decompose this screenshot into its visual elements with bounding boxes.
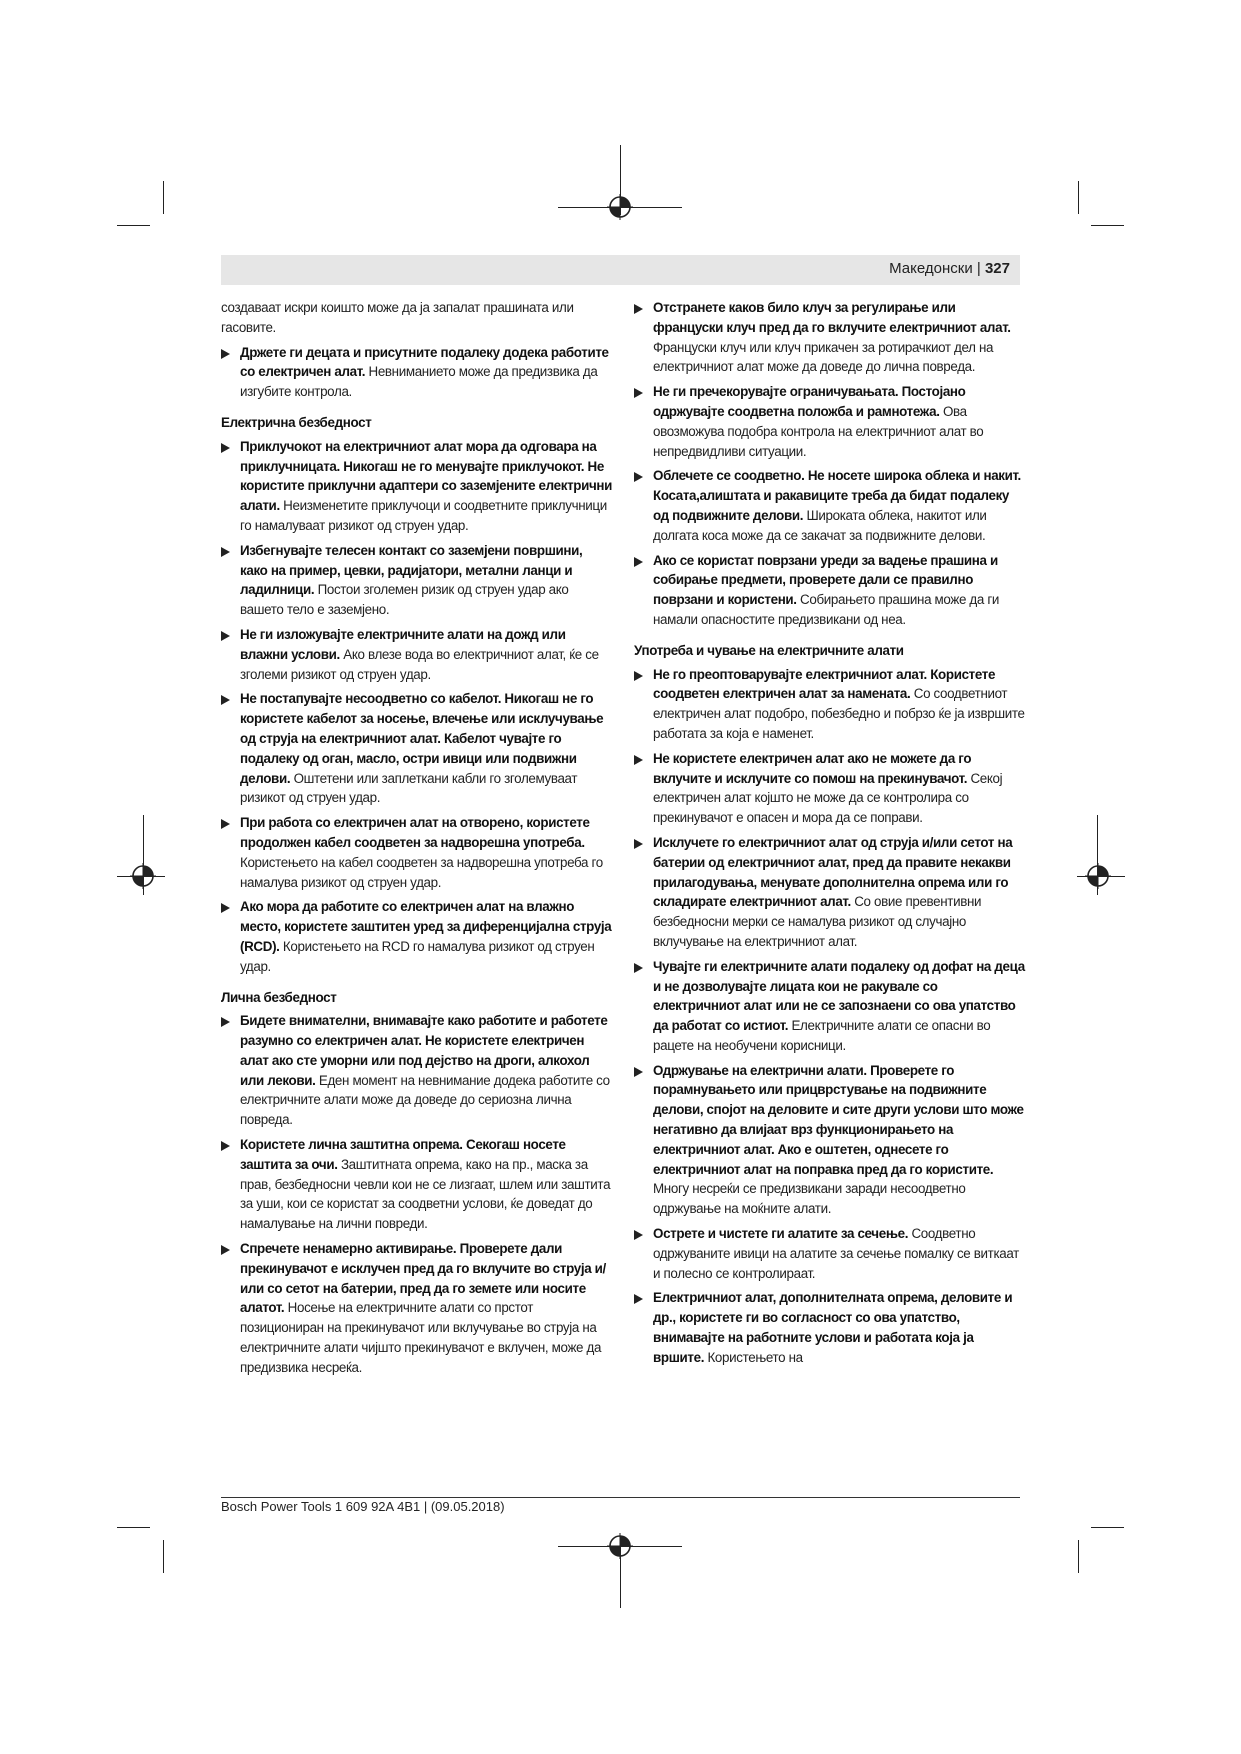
bullet-triangle-icon	[221, 903, 230, 913]
item-text: Оштетени или заплеткани кабли го зголемуваат ризикот од струен удар.	[240, 770, 578, 806]
item-bold: Приклучокот на електричниот алат мора да одговара на приклучницата. Никогаш не го менувајте приклучокот. Не користите приклучни адаптери со заземјените електрични алати.	[240, 438, 613, 514]
bullet-triangle-icon	[221, 1141, 230, 1151]
item-bold: Облечете се соодветно. Не носете широка облека и накит. Косата,алиштата и ракавиците треба да бидат подалеку од подвижните делови.	[653, 468, 1021, 523]
bullet-triangle-icon	[221, 443, 230, 453]
header-language: Македонски	[889, 260, 973, 277]
item-bold: Не ги изложувајте електричните алати на дожд или влажни услови.	[240, 626, 566, 662]
registration-mark-right-icon	[1085, 863, 1111, 889]
safety-item	[221, 343, 613, 402]
header-separator: |	[976, 260, 981, 277]
safety-item	[634, 1288, 1026, 1367]
page-header	[889, 260, 1010, 277]
item-bold: Не ги пречекорувајте ограничувањата. Постојано одржувајте соодветна положба и рамнотежа.	[653, 384, 966, 419]
item-text: Користењето на кабел соодветен за надворешна употреба го намалува ризикот од струен удар.	[240, 854, 603, 890]
item-text: Носење на електричните алати со прстот позициониран на прекинувачот или вклучување во струја на електричните алати чијшто прекинувачот е вклучен, може да предизвика несреќа.	[240, 1300, 602, 1375]
bullet-triangle-icon	[634, 755, 643, 765]
bullet-triangle-icon	[634, 963, 643, 973]
item-text: Заштитната опрема, како на пр., маска за прав, безбедносни чевли кои не се лизгаат, шлем или заштита за уши, кои се користат за соодветни услови, ќе доведат до намалување на лични повреди.	[240, 1156, 611, 1232]
item-text: Многу несреќи се предизвикани заради несоодветно одржување на моќните алати.	[653, 1181, 966, 1217]
safety-item	[634, 1061, 1026, 1219]
section-title-personal: Лична безбедност	[221, 989, 337, 1005]
safety-item	[221, 541, 613, 620]
item-text: Еден момент на невнимание додека работите со електричните алати може да доведе до сериозна лична повреда.	[240, 1072, 610, 1128]
bullet-triangle-icon	[221, 349, 230, 359]
page-footer: Bosch Power Tools 1 609 92A 4B1 | (09.05.2018)	[221, 1499, 505, 1514]
item-bold: Не користете електричен алат ако не можете да го вклучите и исклучите со помош на прекинувачот.	[653, 750, 972, 786]
safety-item	[221, 437, 613, 536]
item-bold: Спречете ненамерно активирање. Проверете дали прекинувачот е исклучен пред да го вклучите во струја и/или со сетот на батерии, пред да го земете или носите алатот.	[240, 1241, 606, 1316]
item-bold: Бидете внимателни, внимавајте како работите и работете разумно со електричен алат. Не користете електричен алат ако сте уморни или под дејство на дроги, алкохол или лекови.	[240, 1013, 608, 1088]
bullet-triangle-icon	[634, 1230, 643, 1240]
item-text: Неизменетите приклучоци и соодветните приклучници го намалуваат ризикот од струен удар.	[240, 498, 607, 533]
safety-item	[634, 833, 1026, 952]
item-bold: Не го преоптоварувајте електричниот алат. Користете соодветен електричен алат за намената.	[653, 666, 996, 702]
left-column	[221, 298, 613, 1383]
item-bold: Чувајте ги електричните алати подалеку од дофат на деца и не дозволувајте лицата кои не ракувале со електричниот алат или не се запознаени со ова упатство да работат со истиот.	[653, 958, 1025, 1034]
item-text: Електричните алати се опасни во рацете на необучени корисници.	[653, 1018, 991, 1053]
item-bold: Отстранете каков било клуч за регулирање или француски клуч пред да го вклучите електричниот алат.	[653, 300, 1011, 335]
crop-mark-top-left-v	[163, 181, 164, 214]
bullet-triangle-icon	[221, 1245, 230, 1255]
item-text: Француски клуч или клуч прикачен за ротирачкиот дел на електричниот алат може да доведе до лична повреда.	[653, 339, 994, 375]
safety-item	[634, 298, 1026, 377]
bullet-triangle-icon	[221, 631, 230, 641]
item-bold: Ако мора да работите со електричен алат на влажно место, користете заштитен уред за диференцијална струја (RCD).	[240, 899, 612, 954]
item-text: Користењето на	[704, 1349, 803, 1365]
item-text: Собирањето прашина може да ги намали опасностите предизвикани од неа.	[653, 592, 1000, 627]
registration-mark-left-icon	[130, 863, 156, 889]
bullet-triangle-icon	[221, 819, 230, 829]
safety-item	[221, 813, 613, 892]
continuation-text: создаваат искри коишто може да ја запалат прашината или гасовите.	[221, 300, 574, 335]
bullet-triangle-icon	[634, 472, 643, 482]
bullet-triangle-icon	[221, 695, 230, 705]
item-bold: Не постапувајте несоодветно со кабелот. Никогаш не го користете кабелот за носење, влечење или исклучување од струја на електричниот алат. Кабелот чувајте го подалеку од оган, масло, остри ивици или подвижни делови.	[240, 691, 604, 786]
safety-item	[221, 1135, 613, 1234]
crop-mark-bottom-right-v	[1078, 1540, 1079, 1573]
item-bold: Исклучете го електричниот алат од струја и/или сетот на батерии од електричниот алат, пред да правите некакви прилагодувања, менувате дополнителна опрема или го складирате електричниот алат.	[653, 834, 1013, 910]
right-column	[634, 298, 1026, 1373]
safety-item	[221, 625, 613, 684]
item-bold: Одржување на електрични алати. Проверете го порамнувањето или прицврстување на подвижните делови, спојот на деловите и сите други услови што може негативно да влијаат врз функционирањето на електричниот алат. Ако е оштетен, однесете го електричниот алат на поправка пред да го користите.	[653, 1062, 1024, 1177]
crop-mark-bottom-right-h	[1091, 1527, 1124, 1528]
bullet-triangle-icon	[634, 557, 643, 567]
item-text: Ако влезе вода во електричниот алат, ќе се зголеми ризикот од струен удар.	[240, 646, 599, 682]
crop-mark-top-left-h	[117, 225, 150, 226]
item-text: Со соодветниот електричен алат подобро, побезбедно и побрзо ќе ја извршите работата за која е наменет.	[653, 686, 1025, 741]
crop-mark-top-right-v	[1078, 181, 1079, 214]
section-title-electrical: Електрична безбедност	[221, 414, 372, 430]
item-text: Секој електричен алат којшто не може да се контролира со прекинувачот е опасен и мора да се поправи.	[653, 770, 1003, 826]
item-bold: Острете и чистете ги алатите за сечење.	[653, 1226, 909, 1242]
bullet-triangle-icon	[634, 1067, 643, 1077]
item-bold: При работа со електричен алат на отворено, користете продолжен кабел соодветен за надворешна употреба.	[240, 815, 590, 850]
page-number: 327	[984, 260, 1010, 277]
registration-mark-bottom-icon	[607, 1533, 633, 1559]
safety-item	[221, 1011, 613, 1130]
safety-item	[634, 665, 1026, 744]
crop-mark-top-right-h	[1091, 225, 1124, 226]
item-bold: Користете лична заштитна опрема. Секогаш носете заштита за очи.	[240, 1137, 566, 1172]
item-bold: Држете ги децата и присутните подалеку додека работите со електричен алат.	[240, 344, 609, 380]
crop-mark-bottom-left-v	[163, 1540, 164, 1573]
item-text: Ова овозможува подобра контрола на електричниот алат во непредвидливи ситуации.	[653, 403, 984, 459]
item-text: Користењето на RCD го намалува ризикот од струен удар.	[240, 938, 595, 974]
item-bold: Ако се користат поврзани уреди за вадење прашина и собирање предмети, проверете дали се правилно поврзани и користени.	[653, 552, 998, 608]
item-bold: Избегнувајте телесен контакт со заземјени површини, како на пример, цевки, радијатори, метални ланци и ладилници.	[240, 542, 583, 598]
safety-item	[634, 1224, 1026, 1283]
bullet-triangle-icon	[634, 304, 643, 314]
footer-rule	[221, 1497, 1020, 1498]
item-text: Широката облека, накитот или долгата коса може да се закачат за подвижните делови.	[653, 507, 987, 543]
item-text: Соодветно одржуваните ивици на алатите за сечење помалку се виткаат и полесно се контролираат.	[653, 1226, 1019, 1281]
crop-mark-bottom-left-h	[117, 1527, 150, 1528]
safety-item	[634, 749, 1026, 828]
item-text: Невниманието може да предизвика да изгубите контрола.	[240, 364, 598, 400]
safety-item	[634, 957, 1026, 1056]
safety-item	[221, 897, 613, 976]
bullet-triangle-icon	[221, 547, 230, 557]
item-text: Постои зголемен ризик од струен удар ако вашето тело е заземјено.	[240, 582, 569, 618]
bullet-triangle-icon	[221, 1017, 230, 1027]
item-bold: Електричниот алат, дополнителната опрема, деловите и др., користете ги во согласност со ова упатство, внимавајте на работните услови и работата која ја вршите.	[653, 1290, 1013, 1365]
safety-item	[634, 466, 1026, 545]
safety-item	[634, 551, 1026, 630]
item-text: Со овие превентивни безбедносни мерки се намалува ризикот од случајно вклучување на електричниот алат.	[653, 894, 982, 949]
bullet-triangle-icon	[634, 671, 643, 681]
safety-item	[634, 382, 1026, 461]
bullet-triangle-icon	[634, 1294, 643, 1304]
safety-item	[221, 689, 613, 808]
registration-mark-top-icon	[607, 194, 633, 220]
bullet-triangle-icon	[634, 839, 643, 849]
safety-item	[221, 1239, 613, 1378]
bullet-triangle-icon	[634, 388, 643, 398]
section-title-usage: Употреба и чување на електричните алати	[634, 642, 904, 658]
